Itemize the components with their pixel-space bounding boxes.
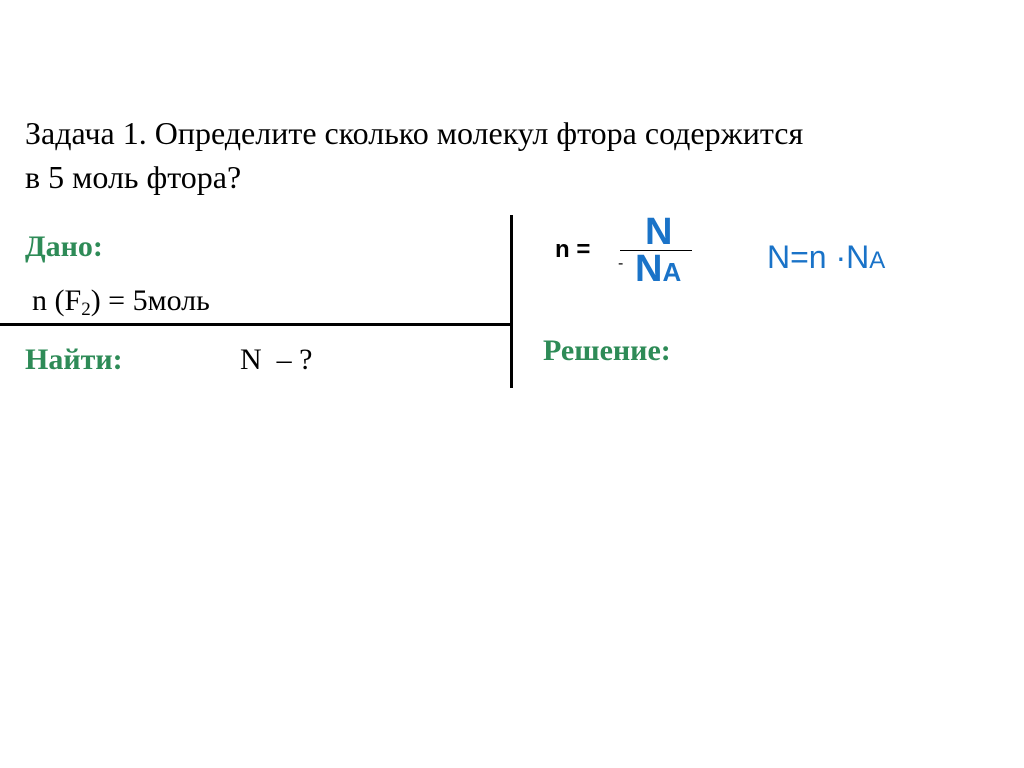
task-line-1: Задача 1. Определите сколько молекул фтора содержится bbox=[25, 115, 804, 151]
given-label: Дано: bbox=[25, 230, 103, 263]
fraction-dash: - bbox=[618, 255, 624, 272]
find-label: Найти: bbox=[25, 343, 123, 376]
formula2-main: N=n ·N bbox=[767, 239, 870, 275]
given-value-prefix: n (F bbox=[32, 284, 82, 317]
formula-n-lhs: n = bbox=[555, 236, 598, 263]
vertical-divider bbox=[510, 215, 513, 388]
solution-label: Решение: bbox=[543, 334, 671, 367]
task-statement bbox=[25, 111, 985, 199]
denominator-main: N bbox=[635, 248, 663, 290]
given-value bbox=[32, 284, 210, 321]
task-line-2: в 5 моль фтора? bbox=[25, 159, 242, 195]
given-value-subscript: 2 bbox=[81, 299, 91, 320]
formula-N-equals bbox=[767, 239, 885, 276]
denominator-sub: A bbox=[662, 257, 682, 287]
fraction-denominator bbox=[635, 249, 681, 292]
formula2-sub: A bbox=[869, 247, 886, 274]
find-value: N – ? bbox=[240, 343, 313, 376]
given-value-suffix: ) = 5моль bbox=[90, 284, 210, 317]
fraction-numerator: N bbox=[645, 211, 673, 253]
horizontal-divider bbox=[0, 323, 512, 326]
